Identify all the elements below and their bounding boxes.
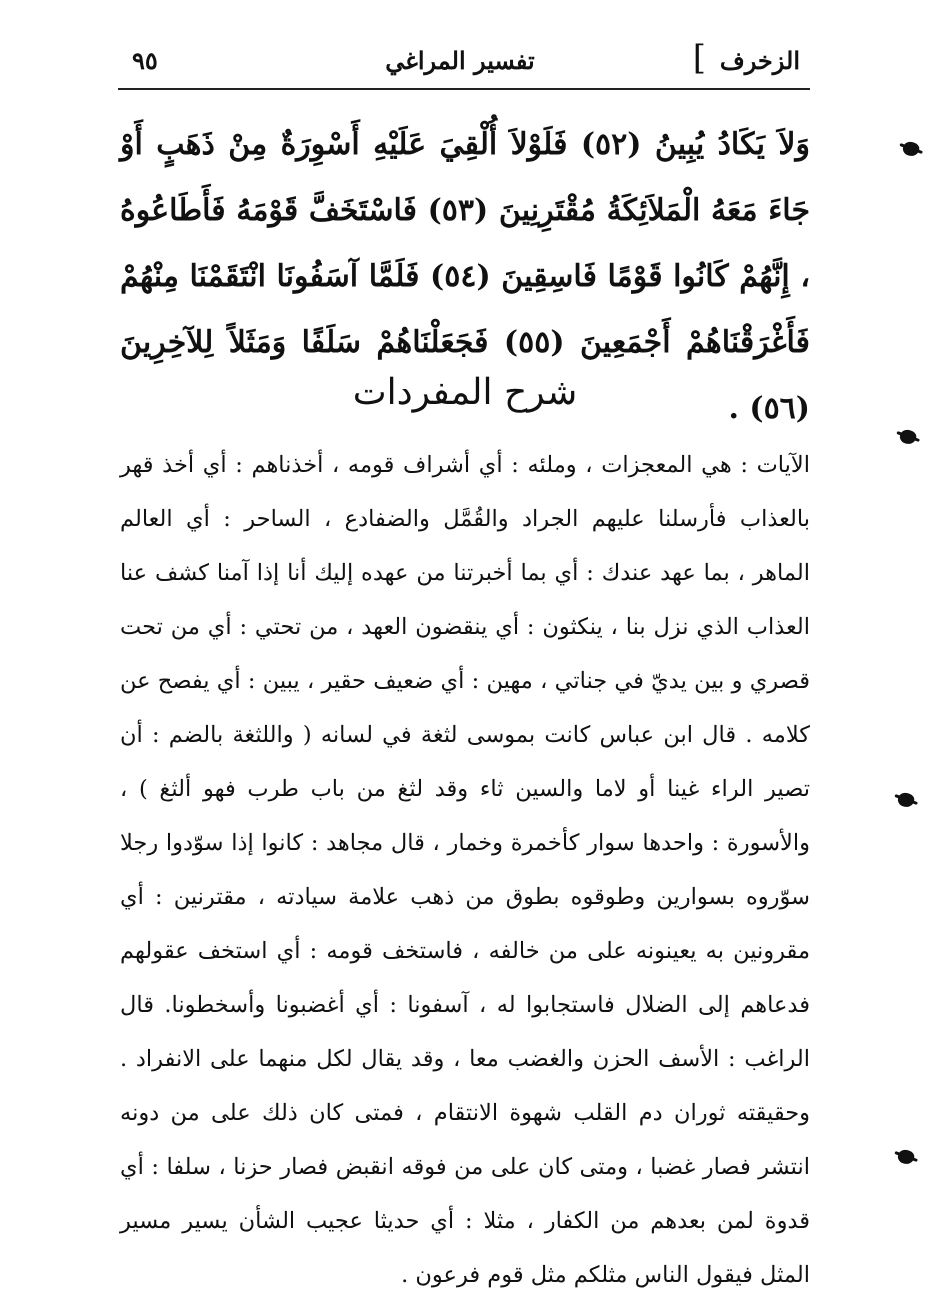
margin-mark <box>896 791 916 810</box>
section-title: شرح المفردات <box>352 372 578 413</box>
surah-name: الزخرف <box>719 46 800 75</box>
book-title: تفسير المراغي <box>385 46 535 75</box>
margin-mark <box>896 1148 916 1167</box>
header-rule <box>118 88 810 90</box>
margin-mark <box>901 140 921 159</box>
commentary-text: الآيات : هي المعجزات ، وملئه : أي أشراف قومه ، أخذناهم : أي أخذ قهر بالعذاب فأرسلنا عليهم الجراد والقُمَّل والضفادع ، الساحر : أي العالم الماهر ، بما عهد عندك : أي بما أخبرتنا من عهده إليك أنا إذا آمنا كشف عنا العذاب الذي نزل بنا ، ينكثون : أي ينقضون العهد ، من تحتي : أي من تحت قصري و بين يديّ في جناتي ، مهين : أي ضعيف حقير ، يبين : أي يفصح عن كلامه . قال ابن عباس كانت بموسى لثغة في لسانه ( واللثغة بالضم : أن تصير الراء غينا أو لاما والسين ثاء وقد لثغ من باب طرب فهو ألثغ ) ، والأسورة : واحدها سوار كأخمرة وخمار ، قال مجاهد : كانوا إذا سوّدوا رجلا سوّروه بسوارين وطوقوه بطوق من ذهب علامة سيادته ، مقترنين : أي مقرونين به يعينونه على من خالفه ، فاستخف قومه : أي استخف عقولهم فدعاهم إلى الضلال فاستجابوا له ، آسفونا : أي أغضبونا وأسخطونا. قال الراغب : الأسف الحزن والغضب معا ، وقد يقال لكل منهما على الانفراد . وحقيقته ثوران دم القلب شهوة الانتقام ، فمتى كان ذلك على من دونه انتشر فصار غضبا ، ومتى كان على من فوقه انقبض فصار حزنا ، سلفا : أي قدوة لمن بعدهم من الكفار ، مثلا : أي حديثا عجيب الشأن يسير مسير المثل فيقول الناس مثلكم مثل قوم فرعون . <box>120 452 810 1288</box>
page-number: ٩٥ <box>132 46 158 75</box>
header-bracket: ] <box>692 38 706 78</box>
margin-mark <box>898 428 918 447</box>
quran-verses: وَلاَ يَكَادُ يُبِينُ (٥٢) فَلَوْلاَ أُلْقِيَ عَلَيْهِ أَسْوِرَةٌ مِنْ ذَهَبٍ أَوْ جَاءَ مَعَهُ الْمَلاَئِكَةُ مُقْتَرِنِينَ (٥٣) فَاسْتَخَفَّ قَوْمَهُ فَأَطَاعُوهُ ، إِنَّهُمْ كَانُوا قَوْمًا فَاسِقِينَ (٥٤) فَلَمَّا آسَفُونَا انْتَقَمْنَا مِنْهُمْ فَأَغْرَقْنَاهُمْ أَجْمَعِينَ (٥٥) فَجَعَلْنَاهُمْ سَلَفًا وَمَثَلاً لِلآخِرِينَ (٥٦) . <box>120 127 811 426</box>
page-header <box>120 38 800 88</box>
